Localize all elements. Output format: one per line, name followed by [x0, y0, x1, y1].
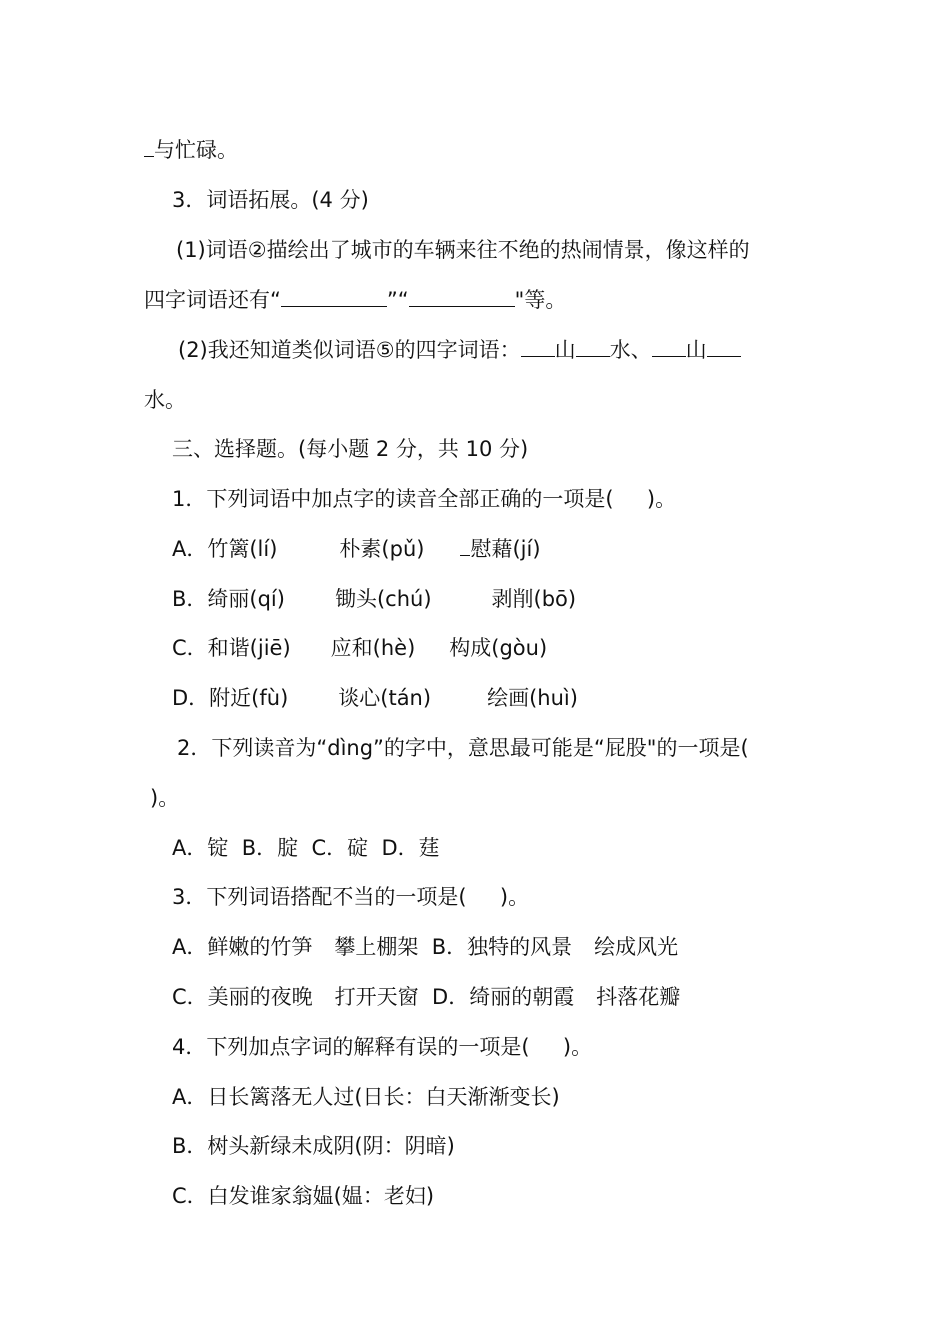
- mc-1-option-b[interactable]: B．绮丽(qí) 锄头(chú) 剥削(bō): [172, 587, 577, 611]
- answer-blank-1[interactable]: [281, 288, 387, 307]
- answer-blank-6[interactable]: [707, 338, 741, 357]
- mc-4-option-b[interactable]: B．树头新绿未成阴(阴：阴暗): [172, 1134, 455, 1158]
- mc-3-options-cd[interactable]: C．美丽的夜晚 打开天窗 D．绮丽的朝霞 抖落花瓣: [172, 985, 681, 1009]
- section-3-heading: 三、选择题。(每小题 2 分，共 10 分): [172, 437, 529, 461]
- mc-1-option-d[interactable]: D．附近(fù) 谈心(tán) 绘画(huì): [172, 686, 578, 710]
- answer-blank-3[interactable]: [521, 338, 555, 357]
- mc-question-3: 3．下列词语搭配不当的一项是( )。: [172, 885, 530, 909]
- answer-blank-5[interactable]: [652, 338, 686, 357]
- mc-question-1: 1．下列词语中加点字的读音全部正确的一项是( )。: [172, 487, 677, 511]
- mc-3-options-ab[interactable]: A．鲜嫩的竹笋 攀上棚架 B．独特的风景 绘成风光: [172, 935, 679, 959]
- question-3-2-line2: 水。: [144, 388, 186, 412]
- question-3-1-line1: (1)词语②描绘出了城市的车辆来往不绝的热闹情景，像这样的: [176, 238, 750, 262]
- mc-1-option-a[interactable]: A．竹篱(lí) 朴素(pǔ) 慰藉(jí): [172, 537, 541, 561]
- answer-blank-4[interactable]: [576, 338, 610, 357]
- question-3-heading: 3．词语拓展。(4 分): [172, 188, 369, 212]
- text-line-1: [144, 136, 238, 164]
- mc-1-option-c[interactable]: C．和谐(jiē) 应和(hè) 构成(gòu): [172, 636, 548, 660]
- text: 与忙碌。: [154, 138, 238, 162]
- blank: [144, 138, 154, 157]
- question-3-2-line1: (2)我还知道类似词语⑤的四字词语： 山 水、 山: [178, 336, 741, 364]
- question-3-1-line2: 四字词语还有“ ”“ "等。: [144, 288, 567, 312]
- mc-question-2-line1: 2．下列读音为“dìng”的字中，意思最可能是“屁股"的一项是(: [177, 736, 749, 760]
- mc-question-2-line2: )。: [150, 786, 180, 810]
- answer-blank-2[interactable]: [409, 288, 515, 307]
- blank: [460, 537, 470, 556]
- mc-2-options[interactable]: A．锭 B．腚 C．碇 D．莛: [172, 836, 440, 860]
- mc-4-option-c[interactable]: C．白发谁家翁媪(媪：老妇): [172, 1184, 435, 1208]
- mc-question-4: 4．下列加点字词的解释有误的一项是( )。: [172, 1035, 593, 1059]
- mc-4-option-a[interactable]: A．日长篱落无人过(日长：白天渐渐变长): [172, 1085, 560, 1109]
